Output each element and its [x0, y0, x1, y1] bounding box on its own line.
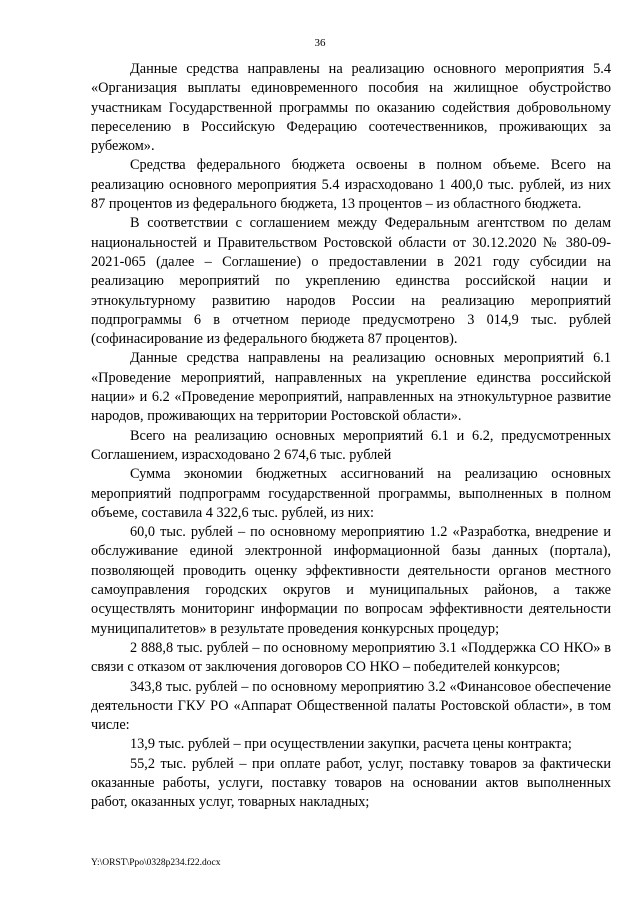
footer-file-path: Y:\ORST\Ppo\0328p234.f22.docx — [91, 858, 221, 868]
paragraph: 60,0 тыс. рублей – по основному мероприятию 1.2 «Разработка, внедрение и обслуживание единой электронной информационной базы данных (портала), позволяющей проводить оценку эффективности деятельности органов местного самоуправления городских округов и муниципальных районов, а также осуществлять мониторинг информации по вопросам эффективности деятельности муниципалитетов» в результате проведения конкурсных процедур; — [91, 524, 611, 637]
paragraph: Данные средства направлены на реализацию основного мероприятия 5.4 «Организация выплаты единовременного пособия на жилищное обустройство участникам Государственной программы по оказанию содействия добровольному переселению в Российскую Федерацию соотечественников, проживающих за рубежом». — [91, 61, 611, 155]
paragraph: 55,2 тыс. рублей – при оплате работ, услуг, поставку товаров за фактически оказанные работы, услуги, поставку товаров на основании актов выполненных работ, оказанных услуг, товарных накладных; — [91, 755, 611, 811]
paragraph: Данные средства направлены на реализацию основных мероприятий 6.1 «Проведение мероприятий, направленных на укрепление единства российской нации» и 6.2 «Проведение мероприятий, направленных на этнокультурное развитие народов, проживающих на территории Ростовской области». — [91, 350, 611, 425]
document-body — [91, 60, 611, 813]
paragraph: 2 888,8 тыс. рублей – по основному мероприятию 3.1 «Поддержка СО НКО» в связи с отказом от заключения договоров СО НКО – победителей конкурсов; — [91, 639, 611, 676]
paragraph: Сумма экономии бюджетных ассигнований на реализацию основных мероприятий подпрограмм государственной программы, выполненных в полном объеме, составила 4 322,6 тыс. рублей, из них: — [91, 466, 611, 521]
paragraph: В соответствии с соглашением между Федеральным агентством по делам национальностей и Правительством Ростовской области от 30.12.2020 № 380-09-2021-065 (далее – Соглашение) о предоставлении в 2021 году субсидии на реализацию мероприятий по укреплению единства российской нации и этнокультурному развитию народов России на реализацию мероприятий подпрограммы 6 в отчетном периоде предусмотрено 3 014,9 тыс. рублей (софинасирование из федерального бюджета 87 процентов). — [91, 215, 611, 348]
paragraph: Всего на реализацию основных мероприятий 6.1 и 6.2, предусмотренных Соглашением, израсходовано 2 674,6 тыс. рублей — [91, 427, 611, 463]
paragraph: 13,9 тыс. рублей – при осуществлении закупки, расчета цены контракта; — [130, 736, 572, 753]
page-number: 36 — [314, 37, 326, 49]
paragraph: 343,8 тыс. рублей – по основному мероприятию 3.2 «Финансовое обеспечение деятельности ГКУ РО «Аппарат Общественной палаты Ростовской области», в том числе: — [91, 678, 611, 734]
paragraph: Средства федерального бюджета освоены в полном объеме. Всего на реализацию основного мероприятия 5.4 израсходовано 1 400,0 тыс. рублей, из них 87 процентов из федерального бюджета, 13 процентов – из областного бюджета. — [91, 157, 611, 213]
